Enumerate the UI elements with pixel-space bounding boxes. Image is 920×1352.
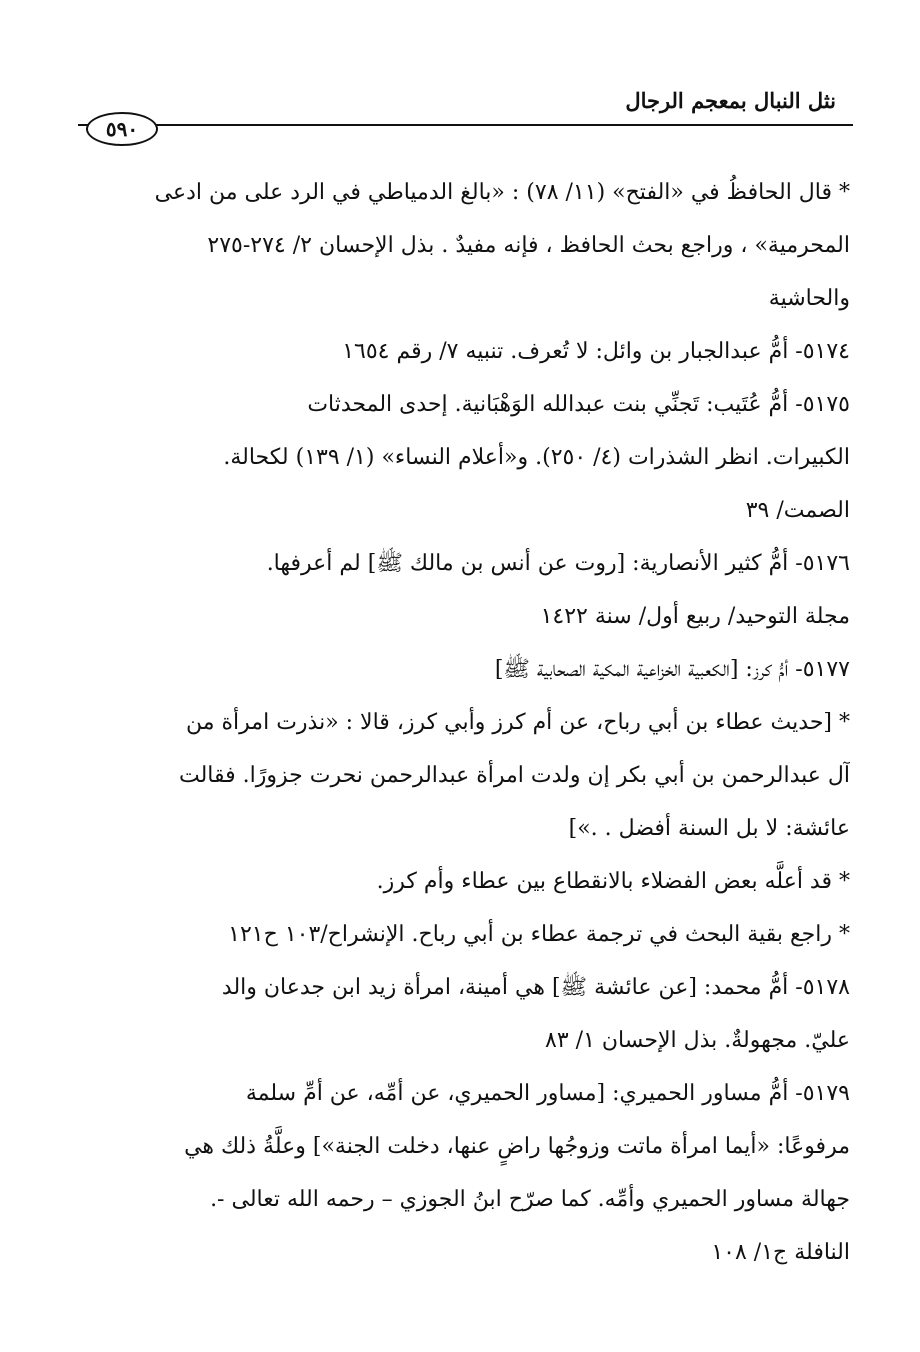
- running-header-title: نثل النبال بمعجم الرجال: [625, 88, 836, 113]
- text-line: مجلة التوحيد/ ربيع أول/ سنة ١٤٢٢: [540, 604, 850, 629]
- text-line: المحرمية» ، وراجع بحث الحافظ ، فإنه مفيدٌ . بذل الإحسان ٢/ ٢٧٤-٢٧٥: [207, 233, 850, 258]
- entry-5175: ٥١٧٥- أمُّ عُتَيب: تَجنِّي بنت عبدالله الوَهْبَانية. إحدى المحدثات: [307, 392, 850, 417]
- entry-5178: ٥١٧٨- أمُّ محمد: [عن عائشة ﷺ] هي أمينة، امرأة زيد ابن جدعان والد: [221, 975, 850, 1000]
- text-line: * قال الحافظُ في «الفتح» (١١/ ٧٨) : «بالغ الدمياطي في الرد على من ادعى: [154, 180, 850, 205]
- text-line: الكبيرات. انظر الشذرات (٤/ ٢٥٠). و«أعلام النساء» (١/ ١٣٩) لكحالة.: [223, 445, 850, 470]
- page-number-oval: ٥٩٠: [86, 112, 158, 146]
- text-line: * راجع بقية البحث في ترجمة عطاء بن أبي رباح. الإنشراح/١٠٣ ح١٢١: [228, 922, 850, 947]
- text-line: جهالة مساور الحميري وأمِّه. كما صرّح ابنُ الجوزي – رحمه الله تعالى -.: [210, 1187, 850, 1212]
- page-body: [75, 166, 850, 1279]
- text-line: النافلة ج١/ ١٠٨: [711, 1240, 850, 1265]
- text-line: * [حديث عطاء بن أبي رباح، عن أم كرز وأبي كرز، قالا : «نذرت امرأة من: [186, 710, 850, 735]
- entry-5174: ٥١٧٤- أمُّ عبدالجبار بن وائل: لا تُعرف. تنبيه ٧/ رقم ١٦٥٤: [342, 339, 850, 364]
- text-line: عائشة: لا بل السنة أفضل . .»]: [568, 816, 850, 841]
- text-line: عليّ. مجهولةٌ. بذل الإحسان ١/ ٨٣: [545, 1028, 850, 1053]
- text-line: والحاشية: [768, 286, 850, 311]
- entry-5176: ٥١٧٦- أمُّ كثير الأنصارية: [روت عن أنس بن مالك ﷺ] لم أعرفها.: [266, 551, 850, 576]
- text-line: الصمت/ ٣٩: [745, 498, 850, 523]
- header-rule: [78, 124, 853, 126]
- entry-5177: ٥١٧٧- أمُّ كرز: [الكعبية الخزاعية المكية الصحابية ﷺ]: [494, 657, 850, 682]
- text-line: * قد أعلَّه بعض الفضلاء بالانقطاع بين عطاء وأم كرز.: [376, 869, 850, 894]
- text-line: مرفوعًا: «أيما امرأة ماتت وزوجُها راضٍ عنها، دخلت الجنة»] وعلَّةُ ذلك هي: [184, 1134, 850, 1159]
- entry-5179: ٥١٧٩- أمُّ مساور الحميري: [مساور الحميري، عن أمِّه، عن أمِّ سلمة: [245, 1081, 850, 1106]
- text-line: آل عبدالرحمن بن أبي بكر إن ولدت امرأة عبدالرحمن نحرت جزورًا. فقالت: [179, 763, 850, 788]
